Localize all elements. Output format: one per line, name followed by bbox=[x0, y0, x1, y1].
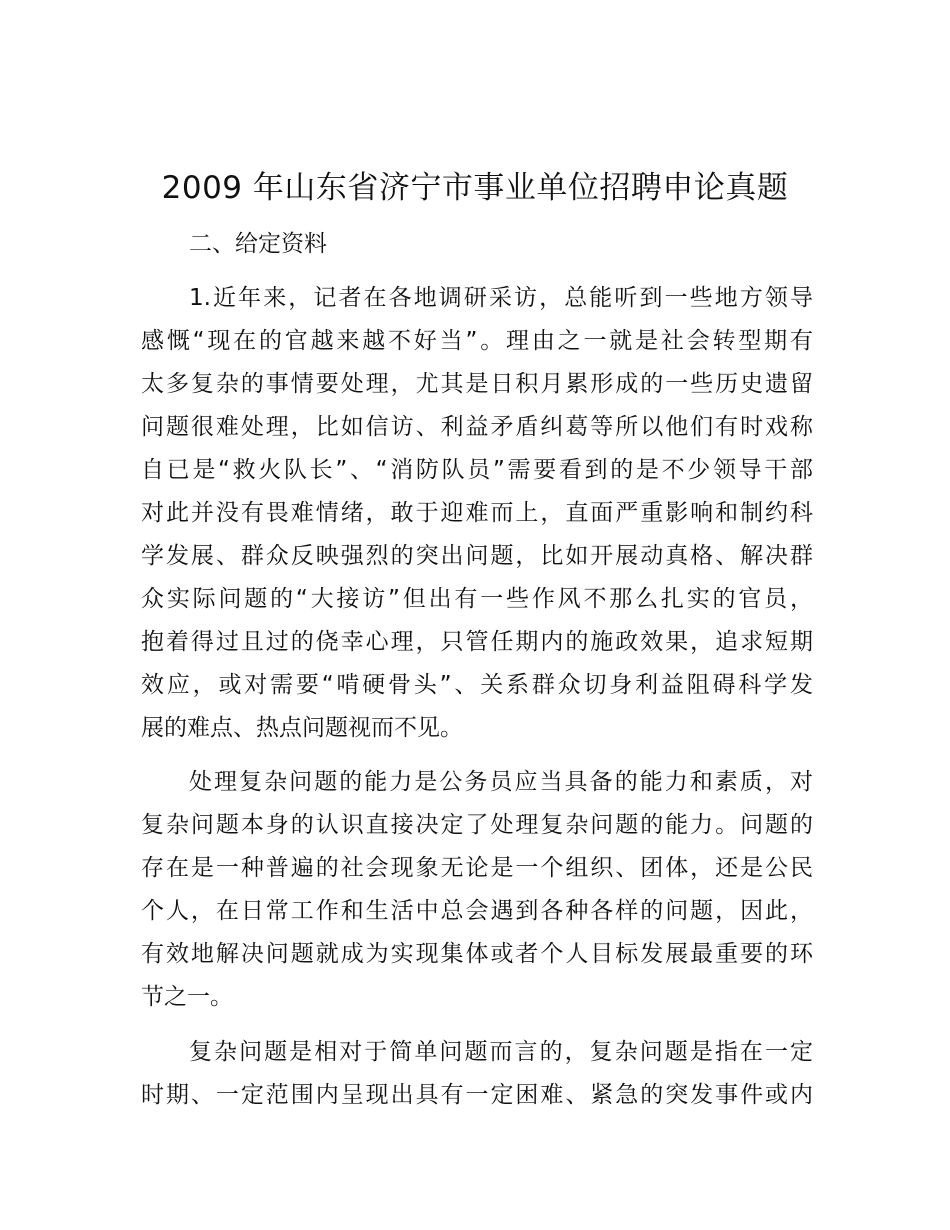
paragraph-3-line: 复杂问题是相对于简单问题而言的，复杂问题是指在一定 bbox=[189, 1039, 813, 1065]
paragraph-1-line: 众实际问题的“大接访”但出有一些作风不那么扎实的官员， bbox=[141, 586, 813, 612]
paragraph-1-line: 效应，或对需要“啃硬骨头”、关系群众切身利益阻碍科学发 bbox=[141, 672, 813, 698]
paragraph-1-line: 太多复杂的事情要处理，尤其是日积月累形成的一些历史遗留 bbox=[141, 371, 813, 397]
section-heading: 二、给定资料 bbox=[189, 231, 327, 257]
paragraph-1-line: 学发展、群众反映强烈的突出问题，比如开展动真格、解决群 bbox=[141, 543, 813, 569]
paragraph-1-line: 对此并没有畏难情绪，敢于迎难而上，直面严重影响和制约科 bbox=[141, 500, 813, 526]
paragraph-2-line: 复杂问题本身的认识直接决定了处理复杂问题的能力。问题的 bbox=[141, 812, 813, 838]
paragraph-2-line: 有效地解决问题就成为实现集体或者个人目标发展最重要的环 bbox=[141, 941, 813, 967]
paragraph-1-line: 问题很难处理，比如信访、利益矛盾纠葛等所以他们有时戏称 bbox=[141, 414, 813, 440]
paragraph-1-line: 1.近年来，记者在各地调研采访，总能听到一些地方领导 bbox=[189, 285, 813, 311]
paragraph-1-line: 抱着得过且过的侥幸心理，只管任期内的施政效果，追求短期 bbox=[141, 629, 813, 655]
page-title: 2009 年山东省济宁市事业单位招聘申论真题 bbox=[161, 170, 789, 206]
paragraph-1-line: 自已是“救火队长”、“消防队员”需要看到的是不少领导干部 bbox=[141, 457, 813, 483]
paragraph-1-line: 感慨“现在的官越来越不好当”。理由之一就是社会转型期有 bbox=[141, 328, 813, 354]
paragraph-2-line: 存在是一种普遍的社会现象无论是一个组织、团体，还是公民 bbox=[141, 855, 813, 881]
paragraph-1-line: 展的难点、热点问题视而不见。 bbox=[141, 715, 463, 741]
paragraph-2-line: 节之一。 bbox=[141, 984, 233, 1010]
paragraph-2-line: 个人，在日常工作和生活中总会遇到各种各样的问题，因此， bbox=[141, 898, 813, 924]
paragraph-3-line: 时期、一定范围内呈现出具有一定困难、紧急的突发事件或内 bbox=[141, 1082, 813, 1108]
paragraph-2-line: 处理复杂问题的能力是公务员应当具备的能力和素质，对 bbox=[189, 769, 813, 795]
